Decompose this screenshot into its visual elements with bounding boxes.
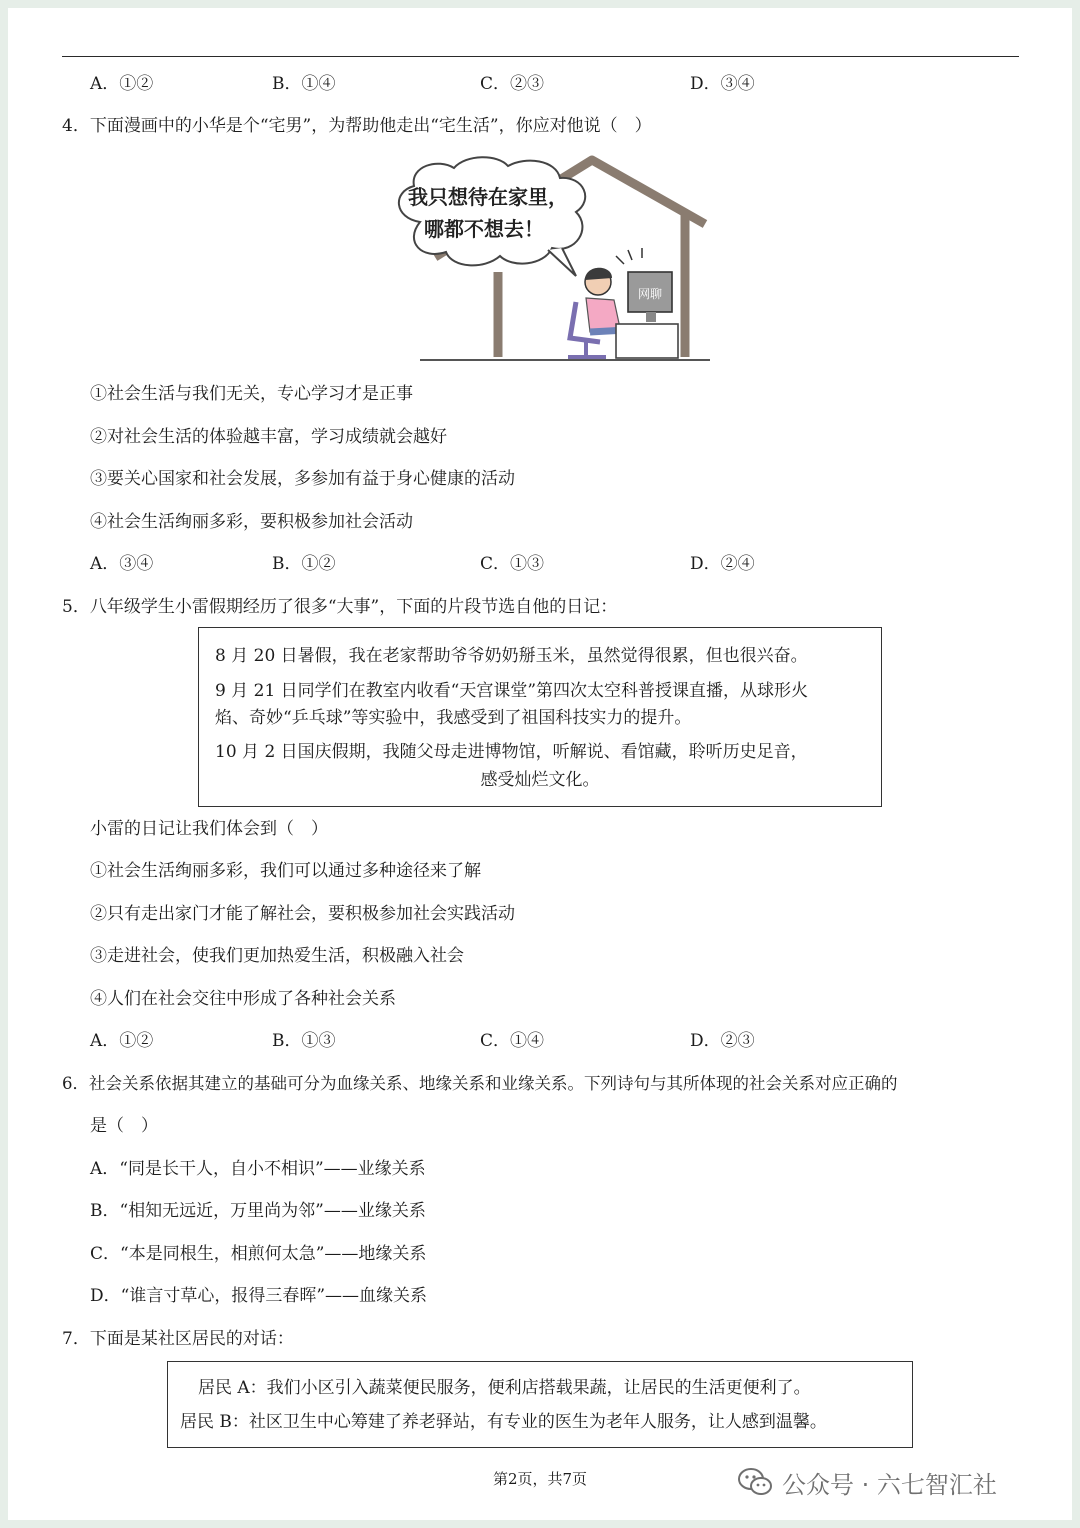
wechat-icon [738,1467,772,1497]
q6-option-d: D．“谁言寸草心，报得三春晖”——血缘关系 [90,1286,428,1306]
q6-stem-line1: 6．社会关系依据其建立的基础可分为血缘关系、地缘关系和业缘关系。下列诗句与其所体现的社会关系对应正确的 [62,1074,898,1093]
q3-option-a: A．①② [90,74,154,94]
q6-option-b: B．“相知无远近，万里尚为邻”——业缘关系 [90,1201,426,1221]
diary-line-1: 8 月 20 日暑假，我在老家帮助爷爷奶奶掰玉米，虽然觉得很累，但也很兴奋。 [215,646,808,666]
q7-stem: 7．下面是某社区居民的对话： [62,1329,294,1349]
diary-line-2: 9 月 21 日同学们在教室内收看“天宫课堂”第四次太空科普授课直播，从球形火 [215,681,809,701]
q6-option-c: C．“本是同根生，相煎何太急”——地缘关系 [90,1244,427,1264]
speech-bubble-tail [548,248,576,276]
q4-statement-4: ④社会生活绚丽多彩，要积极参加社会活动 [90,512,413,532]
q5-statement-3: ③走进社会，使我们更加热爱生活，积极融入社会 [90,946,464,966]
bubble-text-line2: 哪都不想去！ [424,217,544,241]
diary-line-4: 10 月 2 日国庆假期，我随父母走进博物馆，听解说、看馆藏，聆听历史足音， [215,742,808,762]
desk [616,324,678,358]
q5-option-d: D．②③ [690,1031,755,1051]
q4-option-c: C．①③ [480,554,545,574]
header-rule [62,56,1019,57]
q4-statement-2: ②对社会生活的体验越丰富，学习成绩就会越好 [90,427,447,447]
diary-line-5: 感受灿烂文化。 [480,770,600,790]
q5-statement-1: ①社会生活绚丽多彩，我们可以通过多种途径来了解 [90,861,481,881]
comic-illustration [380,152,720,368]
q5-option-a: A．①② [90,1031,154,1051]
q5-statement-4: ④人们在社会交往中形成了各种社会关系 [90,989,396,1009]
monitor-stand [646,312,656,322]
q5-stem: 5．八年级学生小雷假期经历了很多“大事”，下面的片段节选自他的日记： [62,597,618,617]
q3-option-c: C．②③ [480,74,545,94]
q4-option-b: B．①② [272,554,336,574]
comic-drawing [380,152,720,368]
q5-option-c: C．①④ [480,1031,545,1051]
person-hair [585,268,612,280]
q7-dialogue-box [167,1361,913,1448]
screen-label: 网聊 [637,287,663,301]
dialogue-line-a: 居民 A：我们小区引入蔬菜便民服务，便利店搭载果蔬，让居民的生活更便利了。 [198,1378,811,1398]
bubble-text-line1: 我只想待在家里， [408,185,568,209]
diary-line-3: 焰、奇妙“乒乓球”等实验中，我感受到了祖国科技实力的提升。 [215,708,692,728]
q5-statement-2: ②只有走出家门才能了解社会，要积极参加社会实践活动 [90,904,515,924]
page-footer: 第2页，共7页 [492,1470,588,1488]
q4-option-a: A．③④ [90,554,154,574]
watermark-text: 公众号 · 六七智汇社 [782,1470,997,1499]
q3-option-b: B．①④ [272,74,336,94]
q5-question: 小雷的日记让我们体会到（ ） [90,819,328,839]
q5-diary-box [198,627,882,807]
q3-option-d: D．③④ [690,74,755,94]
q4-stem: 4．下面漫画中的小华是个“宅男”，为帮助他走出“宅生活”，你应对他说（ ） [62,116,652,136]
q4-option-d: D．②④ [690,554,755,574]
screen-glow-lines [616,248,642,264]
dialogue-line-b: 居民 B：社区卫生中心筹建了养老驿站，有专业的医生为老年人服务，让人感到温馨。 [180,1412,827,1432]
watermark [738,1462,997,1502]
q5-option-b: B．①③ [272,1031,336,1051]
q4-statement-1: ①社会生活与我们无关，专心学习才是正事 [90,384,413,404]
q6-stem-line2: 是（ ） [90,1116,158,1136]
q6-option-a: A．“同是长干人，自小不相识”——业缘关系 [90,1159,426,1179]
person-shirt [586,298,620,332]
q4-statement-3: ③要关心国家和社会发展，多参加有益于身心健康的活动 [90,469,515,489]
